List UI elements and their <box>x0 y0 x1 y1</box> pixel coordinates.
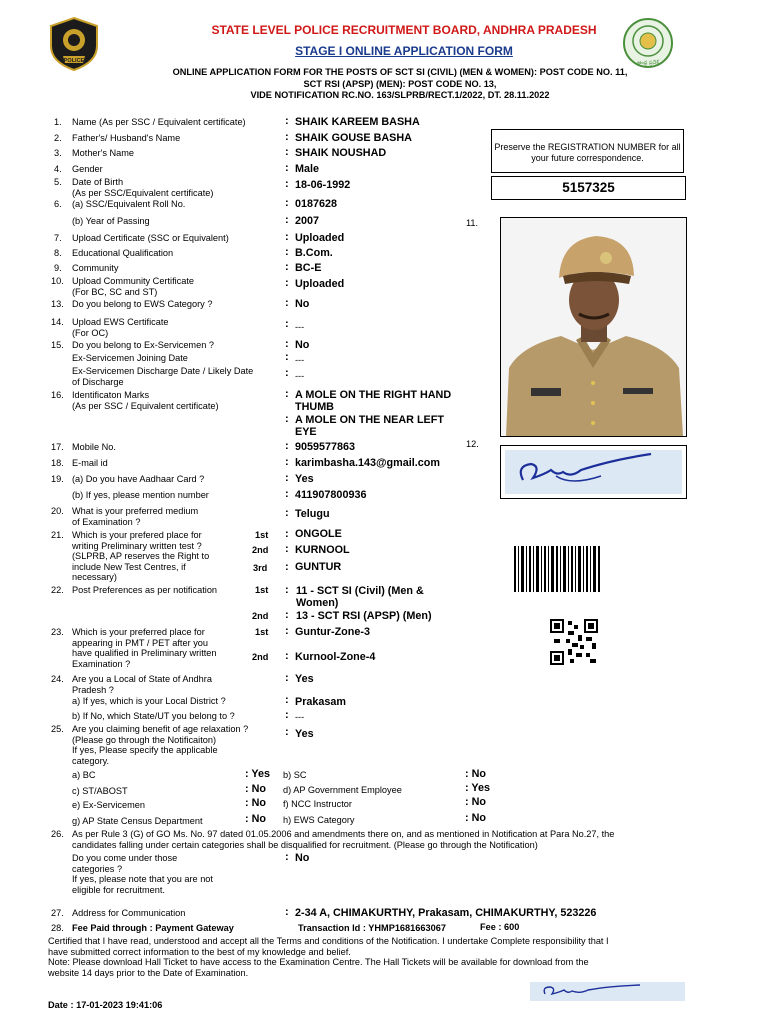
label-line: (SLPRB, AP reserves the Right to <box>72 551 210 561</box>
label-line: of Examination ? <box>72 516 141 527</box>
pref-rank: 2nd <box>252 652 269 662</box>
test-centre-1: ONGOLE <box>295 528 342 540</box>
label-line: Pradesh ? <box>72 684 114 695</box>
colon: : <box>285 851 289 863</box>
label-line: of Discharge <box>72 376 124 387</box>
value-line: Male <box>295 163 320 175</box>
field-label <box>72 506 198 527</box>
label-line: Mobile No. <box>72 442 116 452</box>
relax-sc-label: b) SC <box>283 770 307 780</box>
relax-govt-value: : Yes <box>465 782 491 794</box>
q25-label <box>72 724 248 766</box>
qr-code <box>550 619 598 665</box>
registration-note: Preserve the REGISTRATION NUMBER for all your future correspondence. <box>494 142 681 163</box>
q26-question <box>72 853 213 895</box>
value-line: Uploaded <box>295 232 345 244</box>
value-line: --- <box>295 355 305 365</box>
q23-label <box>72 627 217 669</box>
field-label <box>72 490 209 501</box>
relax-census-value: : No <box>245 813 267 825</box>
field-number: 10. <box>51 276 64 286</box>
colon: : <box>285 543 289 555</box>
post-pref-2: 13 - SCT RSI (APSP) (Men) <box>296 610 432 622</box>
field-number: 28. <box>51 923 64 933</box>
label-line: include New Test Centres, if <box>72 561 186 572</box>
label-line: Mother's Name <box>72 148 135 158</box>
value-line: 411907800936 <box>295 489 367 501</box>
field-number: 5. <box>54 177 62 187</box>
colon: : <box>285 178 289 190</box>
test-centre-2: KURNOOL <box>295 544 350 556</box>
label-line: Upload EWS Certificate <box>72 317 169 327</box>
colon: : <box>285 413 289 425</box>
colon: : <box>285 388 289 400</box>
relax-value: No <box>251 783 267 795</box>
label-line: have qualified in Preliminary written <box>72 648 217 658</box>
field-value <box>295 215 319 227</box>
page-title: STATE LEVEL POLICE RECRUITMENT BOARD, ANDHRA PRADESH <box>211 23 597 37</box>
field-value <box>295 116 420 128</box>
field-value <box>295 389 451 438</box>
label-line: (b) Year of Passing <box>72 216 150 226</box>
colon: : <box>285 261 289 273</box>
colon: : <box>285 672 289 684</box>
local-ap-value: Yes <box>295 673 314 685</box>
field-value <box>295 489 366 501</box>
pref-rank: 1st <box>255 530 269 540</box>
colon: : <box>285 584 289 596</box>
colon: : <box>285 625 289 637</box>
field-number: 24. <box>51 674 64 684</box>
label-line: eligible for recruitment. <box>72 884 165 895</box>
label-line: E-mail id <box>72 458 108 468</box>
field-value <box>295 278 344 290</box>
field-label <box>72 216 150 227</box>
label-line: (a) SSC/Equivalent Roll No. <box>72 199 186 209</box>
field-label <box>72 199 185 210</box>
colon: : <box>285 650 289 662</box>
label-line: appearing in PMT / PET after you <box>72 637 209 648</box>
value-line: EYE <box>295 426 317 438</box>
colon: : <box>285 709 289 721</box>
state-ut-label: b) If No, which State/UT you belong to ? <box>72 711 235 721</box>
colon: : <box>285 726 289 738</box>
age-relaxation-value: Yes <box>295 728 314 740</box>
relax-value: Yes <box>251 768 271 780</box>
value-line: 18-06-1992 <box>295 179 351 191</box>
notification-line: SCT RSI (APSP) (MEN): POST CODE NO. 13, <box>303 78 497 89</box>
field-number: 13. <box>51 299 64 309</box>
value-line: SHAIK GOUSE BASHA <box>295 132 412 144</box>
value-line: SHAIK NOUSHAD <box>295 147 387 159</box>
field-value <box>295 355 304 366</box>
transaction-id: Transaction Id : YHMP1681663067 <box>298 923 446 933</box>
field-label <box>72 353 188 364</box>
label-line: If yes, please note that you are not <box>72 874 213 884</box>
relax-sc-value: : No <box>465 768 487 780</box>
address-value: 2-34 A, CHIMAKURTHY, Prakasam, CHIMAKURTHY, 523226 <box>295 907 597 919</box>
pref-rank: 2nd <box>252 611 269 621</box>
field-value <box>295 298 309 310</box>
field-number: 16. <box>51 390 64 400</box>
label-line: (As per SSC / Equivalent certificate) <box>72 400 219 411</box>
value-line: 0187628 <box>295 198 338 210</box>
field-value <box>295 132 412 144</box>
relax-st-value: : No <box>245 783 267 795</box>
field-label <box>72 148 134 159</box>
label-line: If yes, Please specify the applicable <box>72 745 218 755</box>
relax-value: No <box>471 768 487 780</box>
label-line: (For BC, SC and ST) <box>72 286 158 297</box>
colon: : <box>285 338 289 350</box>
pmt-pref-2: Kurnool-Zone-4 <box>295 651 376 663</box>
text-line: candidates falling under certain categories shall be disqualified for recruitment. (Please go through the Notification) <box>72 839 538 850</box>
field-label <box>72 340 214 351</box>
field-value <box>295 473 314 485</box>
field-number: 26. <box>51 829 64 839</box>
value-line: SHAIK KAREEM BASHA <box>295 116 420 128</box>
field-value <box>295 371 304 382</box>
field-number: 9. <box>54 263 62 273</box>
text-line: Certified that I have read, understood and accept all the Terms and conditions of the Notification. I undertake Complete responsibility that I <box>48 936 609 946</box>
field-label <box>72 263 118 274</box>
colon: : <box>285 488 289 500</box>
field-number: 18. <box>51 458 64 468</box>
relax-st-label: c) ST/ABOST <box>72 786 128 796</box>
field-label <box>72 442 116 453</box>
colon: : <box>285 197 289 209</box>
label-line: Identificaton Marks <box>72 390 150 400</box>
label-line: Which is your prefered place for <box>72 530 202 540</box>
label-line: Are you a Local of State of Andhra <box>72 674 212 684</box>
field-number: 21. <box>51 530 64 540</box>
label-line: Ex-Servicemen Discharge Date / Likely Date <box>72 366 254 376</box>
fee-amount: Fee : 600 <box>480 922 520 932</box>
field-label <box>72 390 219 411</box>
colon: : <box>285 694 289 706</box>
field-number: 17. <box>51 442 64 452</box>
value-line: Yes <box>295 473 314 485</box>
registration-number: 5157325 <box>491 176 686 200</box>
police-logo-text: POLICE <box>63 58 85 64</box>
pref-rank: 2nd <box>252 545 269 555</box>
barcode <box>514 546 600 592</box>
value-line: --- <box>295 371 305 381</box>
value-line: THUMB <box>295 401 334 413</box>
field-number: 20. <box>51 506 64 516</box>
photo-index: 11. <box>466 218 479 228</box>
colon: : <box>285 472 289 484</box>
field-label <box>72 164 103 175</box>
field-number: 14. <box>51 317 64 327</box>
label-line: categories ? <box>72 863 123 874</box>
post-pref-1 <box>296 585 424 609</box>
label-line: (For OC) <box>72 327 109 338</box>
field-number: 27. <box>51 908 64 918</box>
local-district-value: Prakasam <box>295 696 347 708</box>
footer-signature <box>530 982 685 1001</box>
label-line: Community <box>72 263 119 273</box>
label-line: Name (As per SSC / Equivalent certificate) <box>72 117 246 127</box>
q26-text <box>72 829 692 850</box>
colon: : <box>285 609 289 621</box>
value-line: A MOLE ON THE NEAR LEFT <box>295 414 444 426</box>
registration-note-box <box>491 129 684 173</box>
value-line: No <box>295 298 310 310</box>
label-line: Do you belong to Ex-Servicemen ? <box>72 340 214 350</box>
colon: : <box>285 528 289 540</box>
field-label <box>72 458 108 469</box>
field-number: 25. <box>51 724 64 734</box>
colon: : <box>285 131 289 143</box>
label-line: writing Preliminary written test ? <box>72 540 202 551</box>
pref-rank: 1st <box>255 585 269 595</box>
label-line: Are you claiming benefit of age relaxation ? <box>72 724 249 734</box>
signature-box <box>500 445 687 499</box>
label-line: Father's/ Husband's Name <box>72 133 181 143</box>
label-line: Upload Certificate (SSC or Equivalent) <box>72 233 229 243</box>
field-label <box>72 276 194 297</box>
colon: : <box>285 277 289 289</box>
text-line: As per Rule 3 (G) of GO Ms. No. 97 dated 01.05.2006 and amendments there on, and as mentioned in Notification at Para No.27, the <box>72 829 615 839</box>
value-line: --- <box>295 322 305 332</box>
colon: : <box>285 561 289 573</box>
relax-ews-value: : No <box>465 812 487 824</box>
colon: : <box>285 906 289 918</box>
relax-bc-value: : Yes <box>245 768 271 780</box>
colon: : <box>285 214 289 226</box>
submission-date: Date : 17-01-2023 19:41:06 <box>48 1000 163 1010</box>
value-line: A MOLE ON THE RIGHT HAND <box>295 389 452 401</box>
colon: : <box>285 318 289 330</box>
field-label <box>72 248 173 259</box>
fee-paid-label: Fee Paid through : Payment Gateway <box>72 923 234 933</box>
field-label <box>72 317 169 338</box>
value-line: Uploaded <box>295 278 345 290</box>
value-line: Telugu <box>295 508 330 520</box>
field-value <box>295 508 330 520</box>
label-line: Do you belong to EWS Category ? <box>72 299 213 309</box>
notification-line: ONLINE APPLICATION FORM FOR THE POSTS OF SCT SI (CIVIL) (MEN & WOMEN): POST CODE NO. 11, <box>172 67 628 77</box>
field-number: 1. <box>54 117 62 127</box>
value-line: No <box>295 339 310 351</box>
label-line: necessary) <box>72 572 117 582</box>
state-ut-value: --- <box>295 712 305 722</box>
field-value <box>295 247 333 259</box>
value-line: 9059577863 <box>295 441 356 453</box>
label-line: What is your preferred medium <box>72 506 199 516</box>
value-line: B.Com. <box>295 247 333 259</box>
relax-census-label: g) AP State Census Department <box>72 816 203 826</box>
colon: : <box>285 351 289 363</box>
relax-ews-label: h) EWS Category <box>283 815 355 825</box>
pmt-pref-1: Guntur-Zone-3 <box>295 626 370 638</box>
pref-rank: 3rd <box>253 563 268 573</box>
colon: : <box>285 507 289 519</box>
field-value <box>295 163 319 175</box>
field-value <box>295 262 321 274</box>
certification-text <box>48 936 688 978</box>
colon: : <box>285 162 289 174</box>
relax-ncc-value: : No <box>465 796 487 808</box>
candidate-photo <box>500 217 687 437</box>
field-value <box>295 339 309 351</box>
signature-index: 12. <box>466 439 479 449</box>
relax-value: No <box>251 797 267 809</box>
colon: : <box>285 115 289 127</box>
field-number: 23. <box>51 627 64 637</box>
field-value <box>295 198 337 210</box>
value-line: BC-E <box>295 262 322 274</box>
field-label <box>72 233 229 244</box>
field-number: 6. <box>54 199 62 209</box>
field-number: 2. <box>54 133 62 143</box>
text-line: Note: Please download Hall Ticket to have access to the Examination Centre. The Hall Tickets will be available for download from the <box>48 957 589 967</box>
field-number: 3. <box>54 148 62 158</box>
field-number: 15. <box>51 340 64 350</box>
label-line: Ex-Servicemen Joining Date <box>72 353 188 363</box>
field-label <box>72 177 213 198</box>
label-line: Gender <box>72 164 103 174</box>
colon: : <box>285 231 289 243</box>
form-subtitle: STAGE I ONLINE APPLICATION FORM <box>295 44 513 58</box>
colon: : <box>285 367 289 379</box>
field-label <box>72 299 212 310</box>
field-value <box>295 147 386 159</box>
label-line: Which is your preferred place for <box>72 627 205 637</box>
notification-line: VIDE NOTIFICATION RC.NO. 163/SLPRB/RECT.1/2022, DT. 28.11.2022 <box>250 90 550 100</box>
field-value <box>295 179 350 191</box>
relax-value: No <box>471 812 487 824</box>
relax-govt-label: d) AP Government Employee <box>283 785 402 795</box>
relax-ncc-label: f) NCC Instructor <box>283 799 352 809</box>
field-label <box>72 133 180 144</box>
ap-emblem-text: ఆంధ్ర ప్రదేశ్ <box>637 60 659 66</box>
label-line: (Please go through the Notificaiton) <box>72 734 217 745</box>
disqualify-value: No <box>295 852 310 864</box>
q21-label <box>72 530 209 583</box>
label-line: Educational Qualification <box>72 248 174 258</box>
colon: : <box>285 456 289 468</box>
field-value <box>295 232 344 244</box>
label-line: Examination ? <box>72 658 131 669</box>
text-line: website 14 days prior to the Date of Examination. <box>48 967 249 978</box>
value-line: karimbasha.143@gmail.com <box>295 457 440 469</box>
field-number: 8. <box>54 248 62 258</box>
q22-label: Post Preferences as per notification <box>72 585 218 595</box>
label-line: Do you come under those <box>72 853 178 863</box>
label-line: (a) Do you have Aadhaar Card ? <box>72 474 205 484</box>
notification-header <box>90 67 710 102</box>
field-value <box>295 322 304 333</box>
field-number: 4. <box>54 164 62 174</box>
label-line: (As per SSC/Equivalent certificate) <box>72 187 214 198</box>
colon: : <box>285 146 289 158</box>
field-label <box>72 366 253 387</box>
colon: : <box>285 246 289 258</box>
label-line: Upload Community Certificate <box>72 276 195 286</box>
field-value <box>295 457 440 469</box>
colon: : <box>285 440 289 452</box>
field-label <box>72 117 246 128</box>
value-line: 2007 <box>295 215 320 227</box>
local-district-label: a) If yes, which is your Local District ? <box>72 696 226 706</box>
value-line: Women) <box>296 597 339 609</box>
label-line: (b) If yes, please mention number <box>72 490 209 500</box>
field-number: 19. <box>51 474 64 484</box>
field-number: 7. <box>54 233 62 243</box>
relax-value: Yes <box>471 782 491 794</box>
relax-ex-label: e) Ex-Servicemen <box>72 800 146 810</box>
address-label: Address for Communication <box>72 908 186 918</box>
pref-rank: 1st <box>255 627 269 637</box>
relax-value: No <box>471 796 487 808</box>
field-label <box>72 474 204 485</box>
test-centre-3: GUNTUR <box>295 561 342 573</box>
relax-value: No <box>251 813 267 825</box>
label-line: category. <box>72 755 110 766</box>
label-line: Date of Birth <box>72 177 124 187</box>
text-line: have submitted correct information to the best of my knowledge and belief. <box>48 946 351 957</box>
field-number: 22. <box>51 585 64 595</box>
field-value <box>295 441 355 453</box>
colon: : <box>285 297 289 309</box>
q24-label <box>72 674 212 695</box>
relax-ex-value: : No <box>245 797 267 809</box>
relax-bc-label: a) BC <box>72 770 96 780</box>
value-line: 11 - SCT SI (Civil) (Men & <box>296 585 424 597</box>
